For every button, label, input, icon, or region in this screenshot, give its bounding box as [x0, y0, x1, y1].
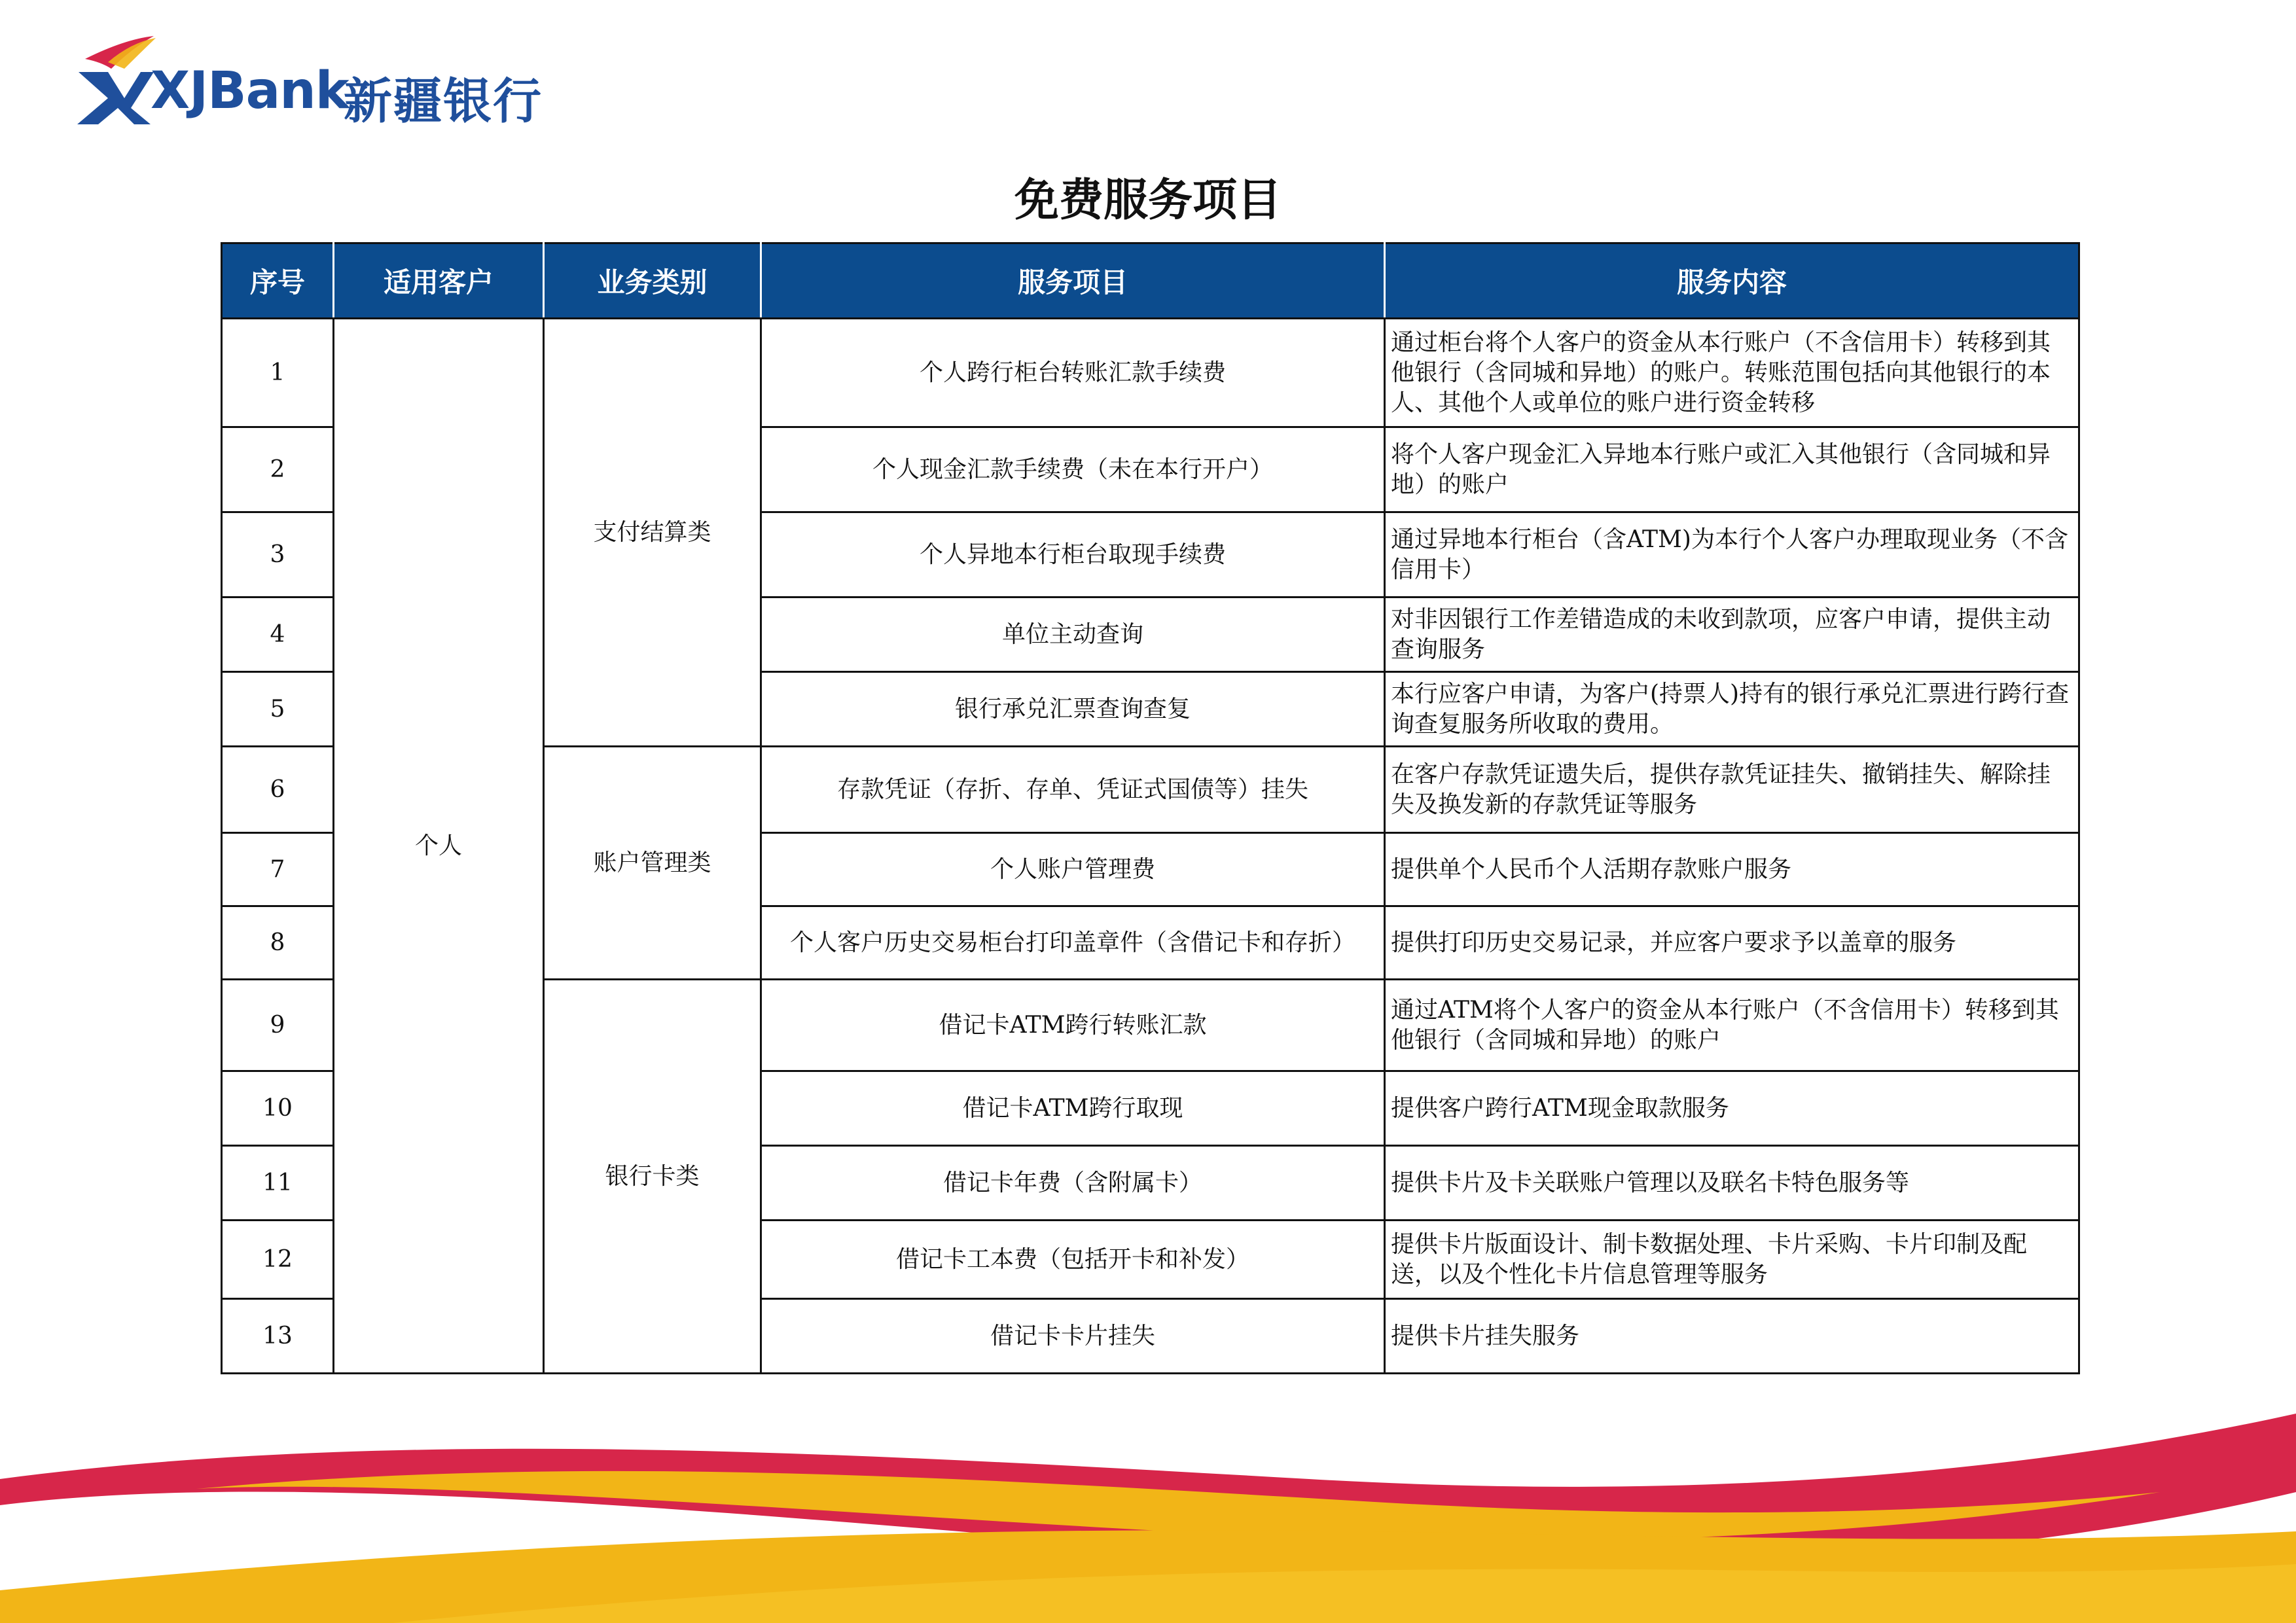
- category-cell: 支付结算类: [544, 319, 761, 747]
- header-no: 序号: [222, 243, 334, 319]
- row-no: 13: [222, 1299, 334, 1374]
- row-no: 12: [222, 1221, 334, 1299]
- brand-name-cn: 新疆银行: [344, 73, 543, 130]
- service-item: 个人客户历史交易柜台打印盖章件（含借记卡和存折）: [761, 906, 1385, 980]
- header-customer: 适用客户: [334, 243, 544, 319]
- service-content: 提供卡片挂失服务: [1385, 1299, 2079, 1374]
- row-no: 2: [222, 427, 334, 512]
- row-no: 5: [222, 672, 334, 747]
- service-content: 提供客户跨行ATM现金取款服务: [1385, 1071, 2079, 1146]
- service-item: 借记卡卡片挂失: [761, 1299, 1385, 1374]
- table-row: [222, 319, 2079, 427]
- category-cell: 账户管理类: [544, 747, 761, 980]
- service-item: 银行承兑汇票查询查复: [761, 672, 1385, 747]
- service-item: 借记卡年费（含附属卡）: [761, 1146, 1385, 1221]
- xj-swoosh-icon: [72, 33, 157, 131]
- row-no: 9: [222, 980, 334, 1071]
- row-no: 6: [222, 747, 334, 833]
- service-content: 提供卡片及卡关联账户管理以及联名卡特色服务等: [1385, 1146, 2079, 1221]
- row-no: 8: [222, 906, 334, 980]
- category-cell: 银行卡类: [544, 980, 761, 1374]
- row-no: 4: [222, 597, 334, 672]
- customer-cell: 个人: [334, 319, 544, 1374]
- row-no: 3: [222, 512, 334, 597]
- service-content: 将个人客户现金汇入异地本行账户或汇入其他银行（含同城和异地）的账户: [1385, 427, 2079, 512]
- service-content: 提供卡片版面设计、制卡数据处理、卡片采购、卡片印制及配送，以及个性化卡片信息管理等服务: [1385, 1221, 2079, 1299]
- brand-name: XJBank: [151, 62, 349, 120]
- service-item: 单位主动查询: [761, 597, 1385, 672]
- service-item: 借记卡ATM跨行取现: [761, 1071, 1385, 1146]
- service-item: 个人异地本行柜台取现手续费: [761, 512, 1385, 597]
- service-item: 存款凭证（存折、存单、凭证式国债等）挂失: [761, 747, 1385, 833]
- service-item: 个人跨行柜台转账汇款手续费: [761, 319, 1385, 427]
- service-content: 提供打印历史交易记录，并应客户要求予以盖章的服务: [1385, 906, 2079, 980]
- page-title: 免费服务项目: [1014, 175, 1282, 226]
- decorative-swoosh: [0, 1374, 2296, 1623]
- row-no: 11: [222, 1146, 334, 1221]
- service-content: 对非因银行工作差错造成的未收到款项，应客户申请，提供主动查询服务: [1385, 597, 2079, 672]
- row-no: 7: [222, 833, 334, 906]
- header-content: 服务内容: [1385, 243, 2079, 319]
- service-item: 借记卡工本费（包括开卡和补发）: [761, 1221, 1385, 1299]
- service-content: 通过ATM将个人客户的资金从本行账户（不含信用卡）转移到其他银行（含同城和异地）的账户: [1385, 980, 2079, 1071]
- service-content: 本行应客户申请，为客户(持票人)持有的银行承兑汇票进行跨行查询查复服务所收取的费用。: [1385, 672, 2079, 747]
- service-item: 个人账户管理费: [761, 833, 1385, 906]
- header-item: 服务项目: [761, 243, 1385, 319]
- service-content: 通过异地本行柜台（含ATM)为本行个人客户办理取现业务（不含信用卡）: [1385, 512, 2079, 597]
- header-category: 业务类别: [544, 243, 761, 319]
- row-no: 10: [222, 1071, 334, 1146]
- service-content: 通过柜台将个人客户的资金从本行账户（不含信用卡）转移到其他银行（含同城和异地）的账户。转账范围包括向其他银行的本人、其他个人或单位的账户进行资金转移: [1385, 319, 2079, 427]
- service-content: 在客户存款凭证遗失后，提供存款凭证挂失、撤销挂失、解除挂失及换发新的存款凭证等服务: [1385, 747, 2079, 833]
- service-item: 个人现金汇款手续费（未在本行开户）: [761, 427, 1385, 512]
- table-header-row: [222, 243, 2079, 319]
- service-item: 借记卡ATM跨行转账汇款: [761, 980, 1385, 1071]
- free-services-table: [221, 242, 2080, 1374]
- bank-logo: [72, 33, 609, 131]
- row-no: 1: [222, 319, 334, 427]
- service-content: 提供单个人民币个人活期存款账户服务: [1385, 833, 2079, 906]
